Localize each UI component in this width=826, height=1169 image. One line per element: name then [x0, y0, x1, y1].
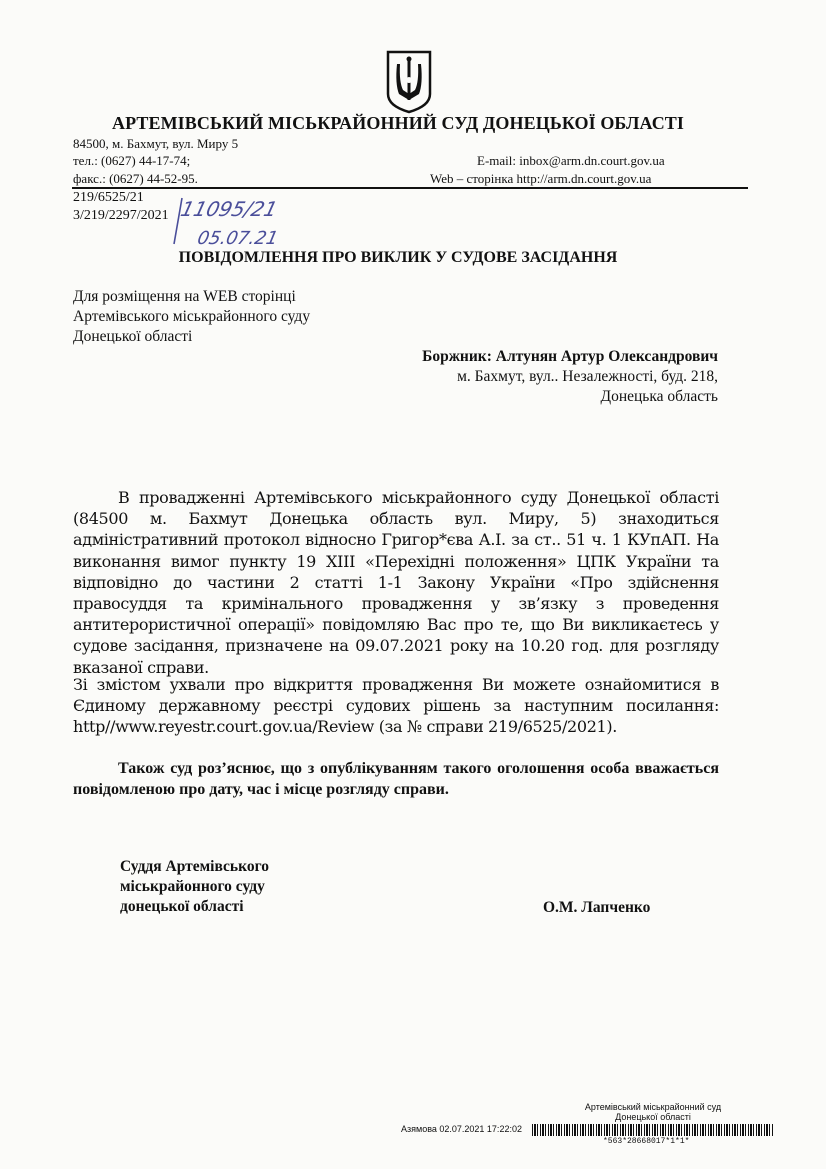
body-paragraph-2: Зі змістом ухвали про відкриття провадження Ви можете ознайомитися в Єдиному державному реєстрі судових рішень за наступним посилання: http//www.reyestr.court.gov.ua/Review (за № справи 219/6525/2021). — [73, 675, 719, 737]
placement-note — [73, 287, 393, 347]
footer-court-line-1: Артемівський міськрайонний суд — [584, 1102, 722, 1112]
judge-name: О.М. Лапченко — [543, 899, 651, 916]
barcode — [532, 1124, 774, 1136]
footer-court-stamp — [568, 1102, 738, 1122]
handwritten-registration-note — [168, 190, 318, 250]
debtor-block — [298, 347, 718, 407]
court-address: 84500, м. Бахмут, вул. Миру 5 — [73, 136, 239, 151]
handwritten-line-1: 11095/21 — [178, 197, 280, 221]
footer-registration-stamp: Азямова 02.07.2021 17:22:02 — [401, 1124, 522, 1134]
judge-title-line-3: донецької області — [120, 898, 244, 915]
court-website: Web – сторінка http://arm.dn.court.gov.ua — [430, 171, 652, 186]
barcode-code: *563*28668017*1*1* — [603, 1137, 690, 1146]
body-paragraph-1: В провадженні Артемівського міськрайонного суду Донецької області (84500 м. Бахмут Донецька область вул. Миру, 5) знаходиться адміністративний протокол відносно Григор*єва А.І. за ст.. 51 ч. 1 КУпАП. На виконання вимог пункту 19 XIII «Перехідні положення» ЦПК України та відповідно до частини 2 статті 1-1 Закону України «Про здійснення правосуддя та кримінального провадження у зв’язку з проведення антитерористичної операції» повідомляю Вас про те, що Ви викликаєтесь у судове засідання, призначене на 09.07.2021 року на 10.20 год. для розгляду вказаної справи. — [73, 488, 719, 677]
placement-line-2: Артемівського міськрайонного суду — [73, 308, 311, 325]
judge-title-line-2: міськрайонного суду — [120, 878, 265, 895]
court-name: АРТЕМІВСЬКИЙ МІСЬКРАЙОННИЙ СУД ДОНЕЦЬКОЇ ОБЛАСТІ — [111, 113, 685, 133]
header-divider — [72, 187, 748, 189]
footer-court-line-2: Донецької області — [615, 1112, 691, 1122]
debtor-name: Боржник: Алтунян Артур Олександрович — [422, 348, 718, 365]
debtor-address-2: Донецька область — [600, 388, 718, 405]
placement-line-1: Для розміщення на WEB сторінці — [73, 288, 296, 305]
notice-title: ПОВІДОМЛЕННЯ ПРО ВИКЛИК У СУДОВЕ ЗАСІДАННЯ — [178, 249, 618, 266]
body-paragraph-3: Також суд роз’яснює, що з опублікуванням такого оголошення особа вважається повідомленою про дату, час і місце розгляду справи. — [73, 760, 719, 799]
case-number: 219/6525/21 — [73, 190, 144, 205]
court-phone: тел.: (0627) 44-17-74; — [73, 153, 191, 168]
judge-title-line-1: Суддя Артемівського — [120, 858, 270, 875]
debtor-address-1: м. Бахмут, вул.. Незалежності, буд. 218, — [457, 368, 718, 385]
judge-title — [120, 857, 350, 917]
handwritten-line-2: 05.07.21 — [195, 228, 280, 249]
proceeding-number: 3/219/2297/2021 — [73, 208, 169, 223]
coat-of-arms-icon — [385, 50, 433, 114]
placement-line-3: Донецької області — [73, 328, 193, 345]
court-fax: факс.: (0627) 44-52-95. — [73, 171, 198, 186]
court-email: E-mail: inbox@arm.dn.court.gov.ua — [477, 153, 665, 168]
